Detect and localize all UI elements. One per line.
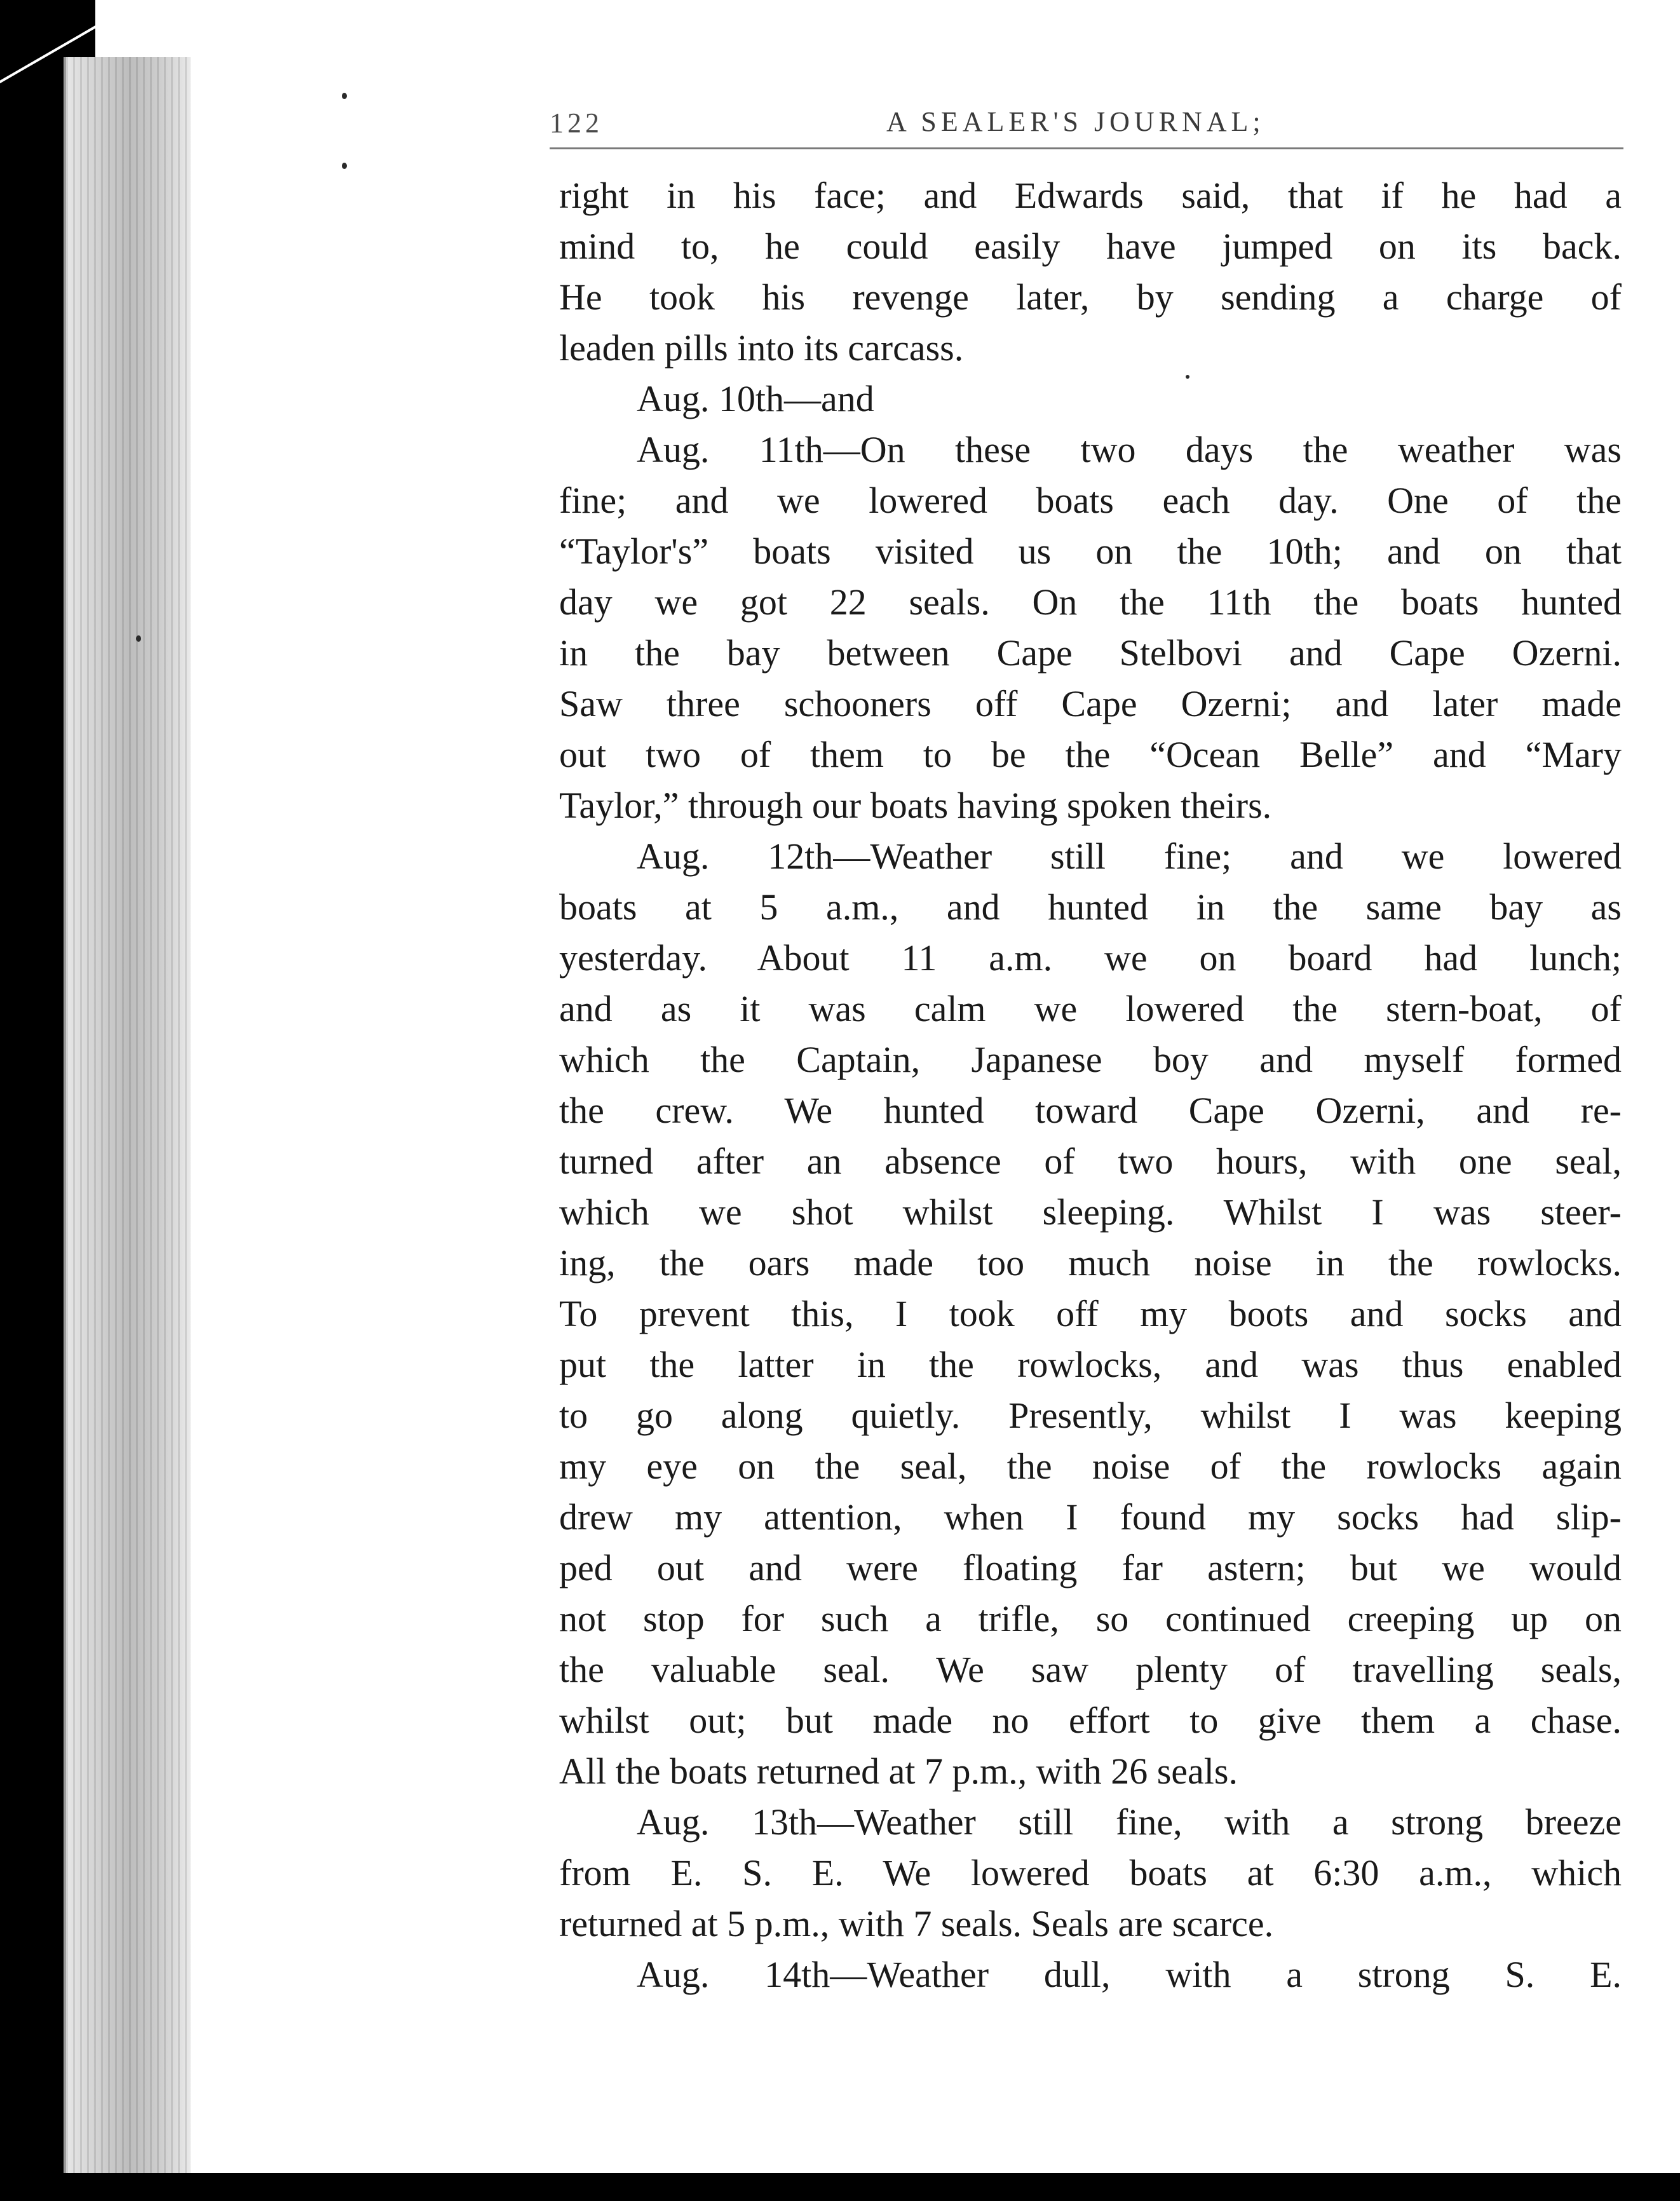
text-line: in the bay between Cape Stelbovi and Cape Ozerni. xyxy=(559,632,1622,674)
header-rule xyxy=(550,147,1623,149)
text-line: Aug. 13th—Weather still fine, with a strong breeze xyxy=(637,1801,1622,1843)
scan-border-bottom xyxy=(0,2173,1680,2201)
text-line: leaden pills into its carcass. xyxy=(559,327,964,369)
text-line: Taylor,” through our boats having spoken theirs. xyxy=(559,785,1272,826)
text-line: All the boats returned at 7 p.m., with 26 seals. xyxy=(559,1751,1238,1792)
book-page-edges xyxy=(64,57,193,2192)
text-line: returned at 5 p.m., with 7 seals. Seals are scarce. xyxy=(559,1903,1274,1944)
text-line: right in his face; and Edwards said, that if he had a xyxy=(559,175,1622,216)
running-head xyxy=(550,102,1627,152)
text-line: and as it was calm we lowered the stern-boat, of xyxy=(559,988,1622,1029)
page-number: 122 xyxy=(550,107,603,139)
text-line: day we got 22 seals. On the 11th the boats hunted xyxy=(559,581,1622,623)
text-line: ped out and were floating far astern; but we would xyxy=(559,1547,1622,1588)
text-line: whilst out; but made no effort to give them a chase. xyxy=(559,1700,1622,1741)
text-line: Aug. 10th—and xyxy=(637,378,874,419)
text-line: Aug. 14th—Weather dull, with a strong S. E. xyxy=(637,1954,1622,1995)
text-line: ing, the oars made too much noise in the rowlocks. xyxy=(559,1242,1622,1283)
text-line: To prevent this, I took off my boots and socks and xyxy=(559,1293,1622,1334)
text-line: not stop for such a trifle, so continued creeping up on xyxy=(559,1598,1622,1639)
scan-corner-mark xyxy=(0,0,191,165)
text-line: to go along quietly. Presently, whilst I was keeping xyxy=(559,1395,1622,1436)
text-line: Aug. 12th—Weather still fine; and we lowered xyxy=(637,836,1622,877)
text-line: drew my attention, when I found my socks had slip- xyxy=(559,1496,1622,1538)
text-line: from E. S. E. We lowered boats at 6:30 a.m., which xyxy=(559,1852,1622,1893)
text-line: the crew. We hunted toward Cape Ozerni, and re- xyxy=(559,1090,1622,1131)
text-line: “Taylor's” boats visited us on the 10th; and on that xyxy=(559,531,1622,572)
text-line: put the latter in the rowlocks, and was thus enabled xyxy=(559,1344,1622,1385)
text-line: which the Captain, Japanese boy and myself formed xyxy=(559,1039,1622,1080)
running-title: A SEALER'S JOURNAL; xyxy=(886,106,1265,137)
journal-text xyxy=(559,170,1622,2076)
text-line: Aug. 11th—On these two days the weather was xyxy=(637,429,1622,470)
text-line: fine; and we lowered boats each day. One of the xyxy=(559,480,1622,521)
text-line: mind to, he could easily have jumped on its back. xyxy=(559,226,1622,267)
text-line: He took his revenge later, by sending a charge of xyxy=(559,276,1622,318)
text-line: the valuable seal. We saw plenty of travelling seals, xyxy=(559,1649,1622,1690)
text-line: boats at 5 a.m., and hunted in the same bay as xyxy=(559,886,1622,928)
text-line: which we shot whilst sleeping. Whilst I was steer- xyxy=(559,1191,1622,1233)
text-line: yesterday. About 11 a.m. we on board had lunch; xyxy=(559,937,1622,979)
text-line: out two of them to be the “Ocean Belle” and “Mary xyxy=(559,734,1622,775)
text-line: my eye on the seal, the noise of the rowlocks again xyxy=(559,1446,1622,1487)
text-line: turned after an absence of two hours, with one seal, xyxy=(559,1141,1622,1182)
text-line: Saw three schooners off Cape Ozerni; and later made xyxy=(559,683,1622,724)
